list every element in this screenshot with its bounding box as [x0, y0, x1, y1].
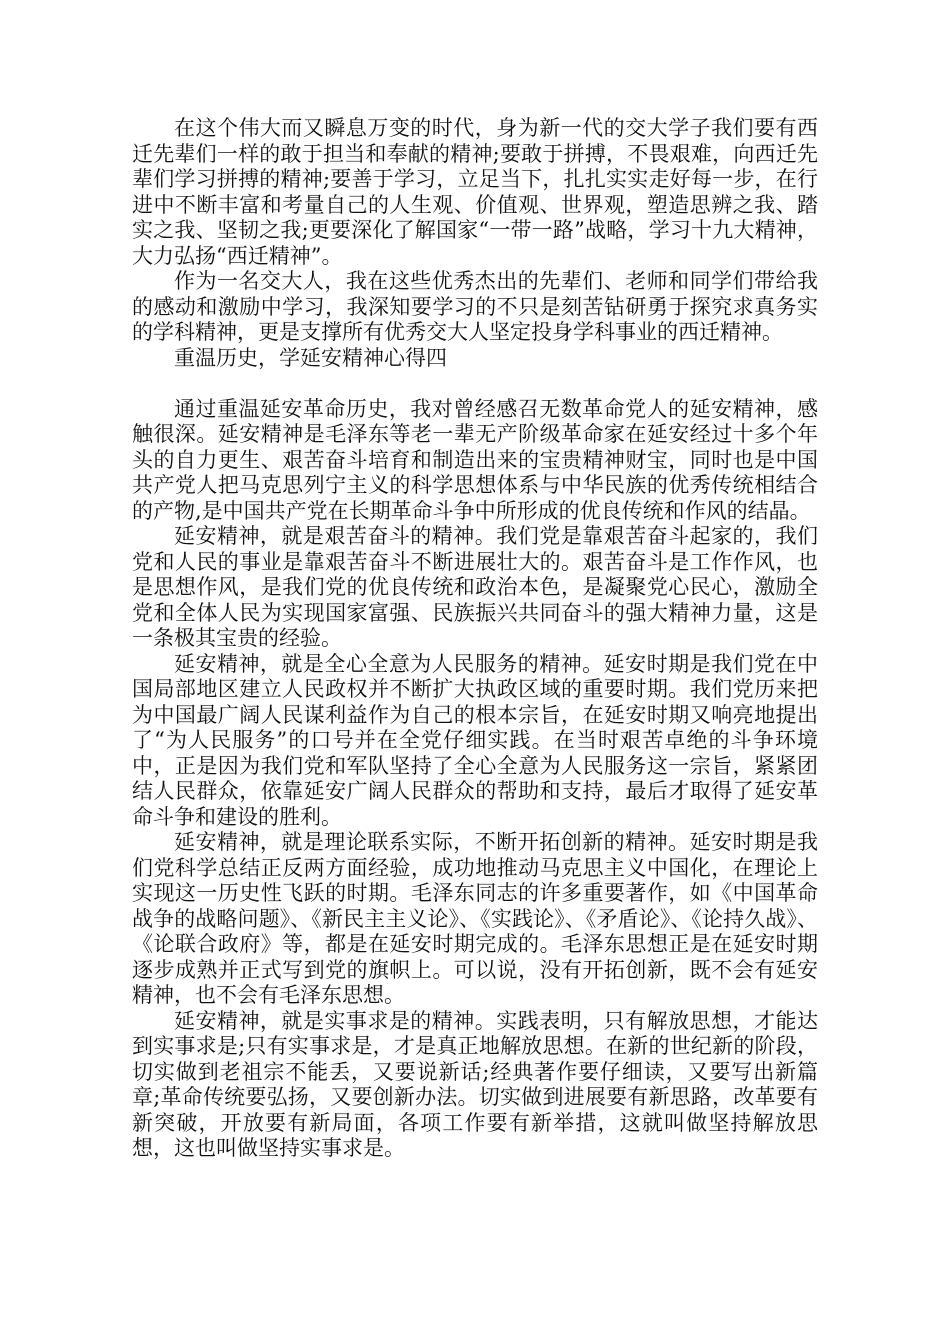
paragraph: 通过重温延安革命历史，我对曾经感召无数革命党人的延安精神，感触很深。延安精神是毛泽东等老一辈无产阶级革命家在延安经过十多个年头的自力更生、艰苦奋斗培育和制造出来的宝贵精神财宝，同时也是中国共产党人把马克思列宁主义的科学思想体系与中华民族的优秀传统相结合的产物,是中国共产党在长期革命斗争中所形成的优良传统和作风的结晶。 — [132, 396, 818, 523]
section-title: 重温历史，学延安精神心得四 — [174, 345, 447, 370]
blank-line — [132, 371, 818, 397]
paragraph: 延安精神，就是实事求是的精神。实践表明，只有解放思想，才能达到实事求是;只有实事求是，才是真正地解放思想。在新的世纪新的阶段，切实做到老祖宗不能丢，又要说新话;经典著作要仔细读，又要写出新篇章;革命传统要弘扬，又要创新办法。切实做到进展要有新思路，改革要有新突破，开放要有新局面，各项工作要有新举措，这就叫做坚持解放思想，这也叫做坚持实事求是。 — [132, 1008, 818, 1160]
document-page — [132, 116, 818, 1162]
paragraph: 延安精神，就是理论联系实际，不断开拓创新的精神。延安时期是我们党科学总结正反两方面经验，成功地推动马克思主义中国化，在理论上实现这一历史性飞跃的时期。毛泽东同志的许多重要著作，如《中国革命战争的战略问题》、《新民主主义论》、《实践论》、《矛盾论》、《论持久战》、《论联合政府》等，都是在延安时期完成的。毛泽东思想正是在延安时期逐步成熟并正式写到党的旗帜上。可以说，没有开拓创新，既不会有延安精神，也不会有毛泽东思想。 — [132, 830, 818, 1007]
paragraph: 在这个伟大而又瞬息万变的时代，身为新一代的交大学子我们要有西迁先辈们一样的敢于担当和奉献的精神;要敢于拼搏，不畏艰难，向西迁先辈们学习拼搏的精神;要善于学习，立足当下，扎扎实实走好每一步，在行进中不断丰富和考量自己的人生观、价值观、世界观，塑造思辨之我、踏实之我、坚韧之我;更要深化了解国家“一带一路”战略，学习十九大精神，大力弘扬“西迁精神”。 — [132, 116, 818, 268]
paragraph: 延安精神，就是艰苦奋斗的精神。我们党是靠艰苦奋斗起家的，我们党和人民的事业是靠艰苦奋斗不断进展壮大的。艰苦奋斗是工作作风，也是思想作风，是我们党的优良传统和政治本色，是凝聚党心民心，激励全党和全体人民为实现国家富强、民族振兴共同奋斗的强大精神力量，这是一条极其宝贵的经验。 — [132, 524, 818, 650]
paragraph: 延安精神，就是全心全意为人民服务的精神。延安时期是我们党在中国局部地区建立人民政权并不断扩大执政区域的重要时期。我们党历来把为中国最广阔人民谋利益作为自己的根本宗旨，在延安时期又响亮地提出了“为人民服务”的口号并在全党仔细实践。在当时艰苦卓绝的斗争环境中，正是因为我们党和军队坚持了全心全意为人民服务这一宗旨，紧紧团结人民群众，依靠延安广阔人民群众的帮助和支持，最后才取得了延安革命斗争和建设的胜利。 — [132, 651, 818, 829]
paragraph: 作为一名交大人，我在这些优秀杰出的先辈们、老师和同学们带给我的感动和激励中学习，我深知要学习的不只是刻苦钻研勇于探究求真务实的学科精神，更是支撑所有优秀交大人坚定投身学科事业的西迁精神。 — [132, 269, 818, 344]
